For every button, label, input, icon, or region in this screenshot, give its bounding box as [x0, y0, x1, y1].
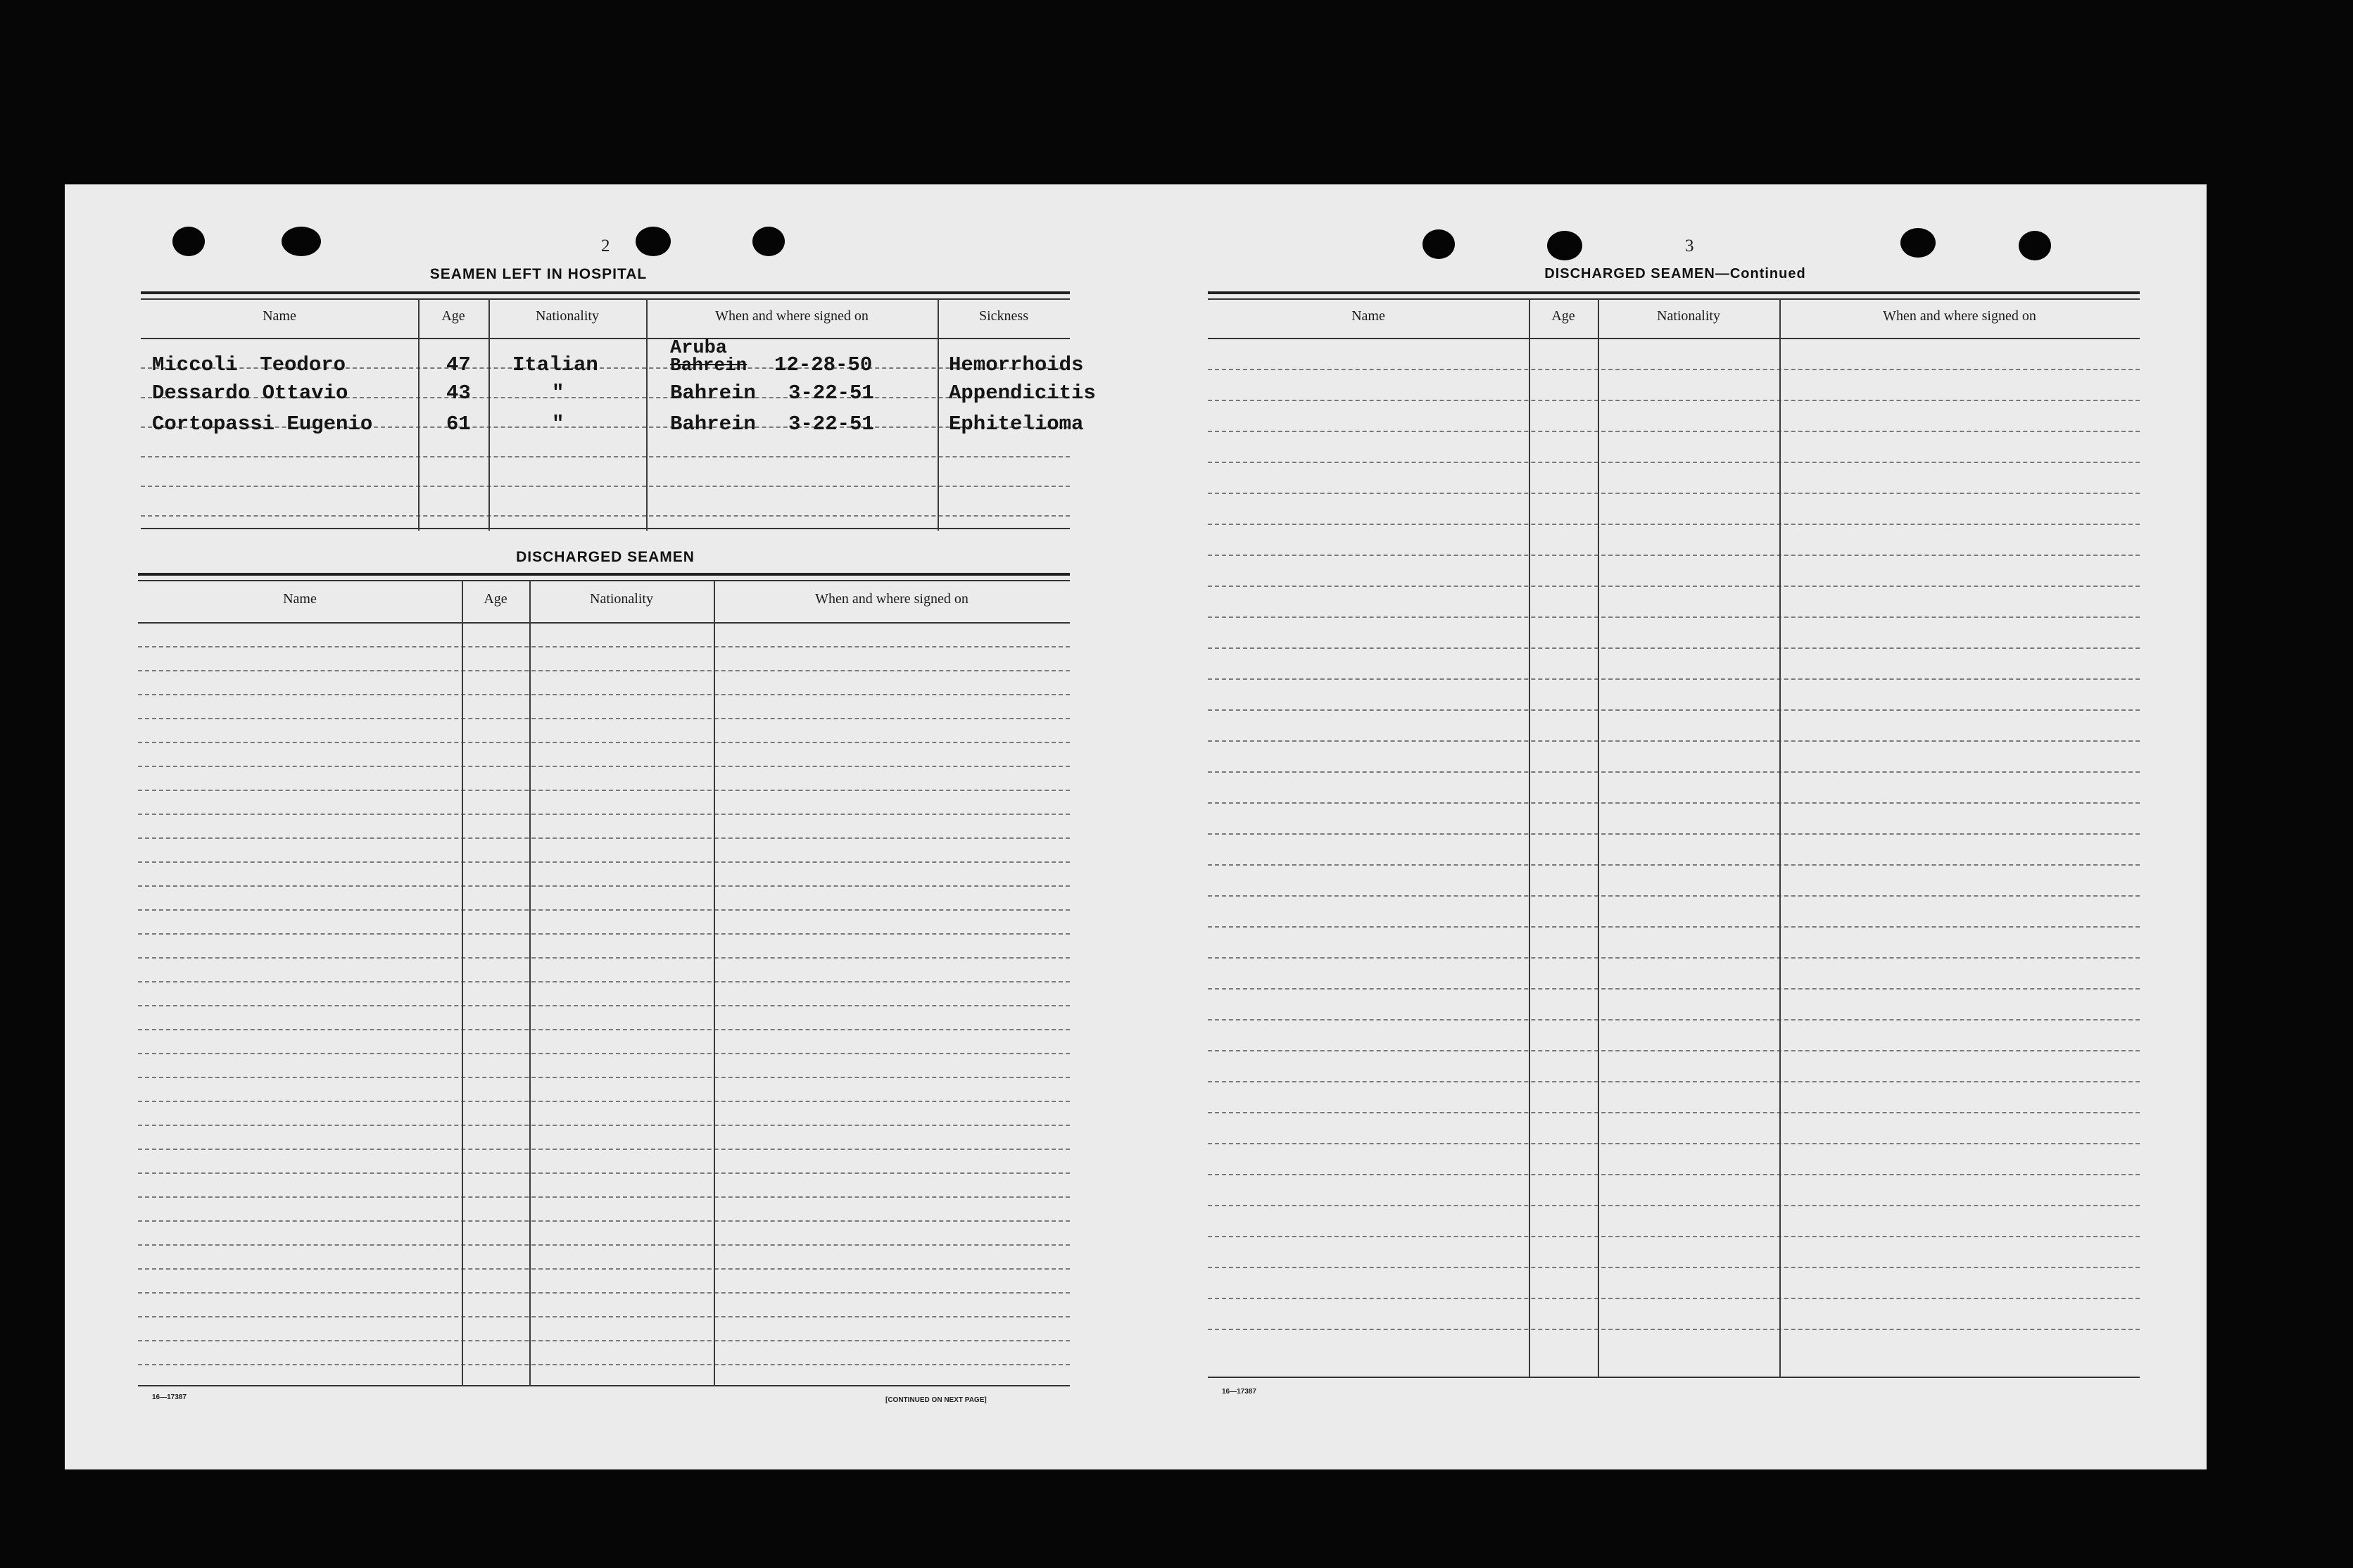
column-header-name: Name	[283, 591, 317, 607]
punch-hole	[752, 227, 785, 256]
table-row-age: 47	[446, 353, 471, 377]
column-header-name: Name	[1351, 308, 1385, 324]
column-header-signed-on: When and where signed on	[815, 591, 969, 607]
column-header-age: Age	[484, 591, 507, 607]
table-row-age: 61	[446, 412, 471, 436]
table-row-age: 43	[446, 381, 471, 405]
column-header-signed-on: When and where signed on	[715, 308, 869, 324]
column-header-nationality: Nationality	[590, 591, 653, 607]
table-row-nationality: Italian	[512, 353, 598, 377]
table-row-date: 12-28-50	[774, 353, 873, 377]
punch-hole	[282, 227, 321, 256]
hospital-table	[141, 291, 1096, 532]
form-number-right: 16—17387	[1222, 1388, 1256, 1396]
punch-hole	[1900, 228, 1936, 258]
column-header-age: Age	[441, 308, 465, 324]
punch-hole	[1422, 229, 1455, 259]
discharged-table-left	[138, 573, 1070, 1391]
table-row-name: Miccoli Teodoro	[152, 353, 346, 377]
page-number-right: 3	[1685, 236, 1694, 255]
table-row-name: Cortopassi Eugenio	[152, 412, 373, 436]
hospital-section-title: SEAMEN LEFT IN HOSPITAL	[429, 266, 648, 282]
punch-hole	[172, 227, 205, 256]
punch-hole	[636, 227, 671, 256]
discharged-table-right	[1208, 291, 2140, 1384]
table-row-date: 3-22-51	[788, 412, 874, 436]
discharged-section-title: DISCHARGED SEAMEN	[516, 549, 695, 565]
discharged-continued-title: DISCHARGED SEAMEN—Continued	[1544, 266, 1806, 282]
punch-hole	[2019, 231, 2051, 260]
punch-hole	[1547, 231, 1582, 260]
column-header-age: Age	[1551, 308, 1575, 324]
column-header-nationality: Nationality	[1657, 308, 1720, 324]
table-row-place: Bahrein	[670, 412, 756, 436]
table-row-place: Bahrein	[670, 381, 756, 405]
column-header-signed-on: When and where signed on	[1883, 308, 2036, 324]
form-number-left: 16—17387	[152, 1393, 187, 1401]
table-row-name: Dessardo Ottavio	[152, 381, 348, 405]
table-row-place-note: Aruba	[670, 338, 728, 359]
column-header-sickness: Sickness	[979, 308, 1028, 324]
column-header-nationality: Nationality	[536, 308, 599, 324]
column-header-name: Name	[263, 308, 296, 324]
table-row-sickness: Ephitelioma	[949, 412, 1084, 436]
continued-note: [CONTINUED ON NEXT PAGE]	[885, 1396, 987, 1404]
table-row-nationality: "	[552, 381, 564, 405]
table-row-date: 3-22-51	[788, 381, 874, 405]
table-row-place: Bahrein	[670, 355, 747, 376]
table-row-nationality: "	[552, 412, 564, 436]
page-number-left: 2	[601, 236, 610, 255]
table-row-sickness: Hemorrhoids	[949, 353, 1084, 377]
table-row-sickness: Appendicitis	[949, 381, 1096, 405]
